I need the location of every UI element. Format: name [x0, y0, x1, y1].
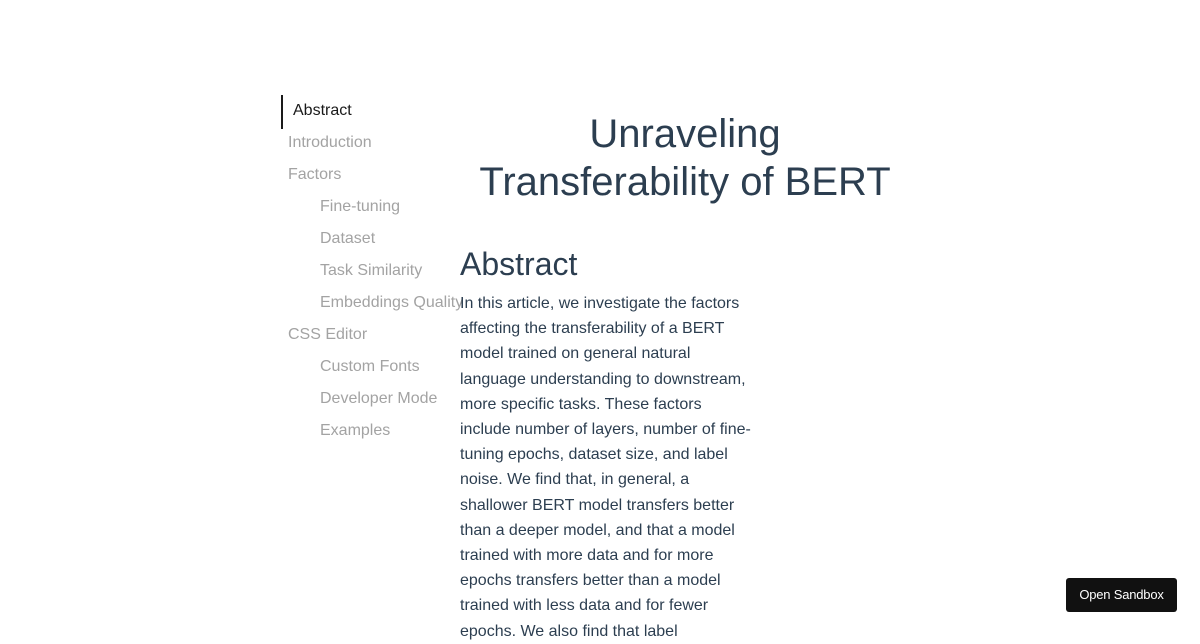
- toc-item-examples[interactable]: Examples: [320, 422, 391, 439]
- toc-item-abstract[interactable]: Abstract: [281, 95, 461, 127]
- table-of-contents: [281, 95, 464, 447]
- toc-item-custom-fonts[interactable]: Custom Fonts: [320, 358, 420, 375]
- open-sandbox-button[interactable]: Open Sandbox: [1066, 578, 1177, 612]
- toc-item-introduction[interactable]: Introduction: [288, 134, 372, 151]
- abstract-heading: Abstract: [460, 246, 578, 282]
- toc-item-dataset[interactable]: Dataset: [320, 230, 376, 247]
- toc-item-embeddings-quality[interactable]: Embeddings Quality: [320, 294, 464, 311]
- abstract-paragraph: In this article, we investigate the factors affecting the transferability of a BERT model trained on general natural language understanding to downstream, more specific tasks. These factors include number of layers, number of fine-tuning epochs, dataset size, and label noise. We find that, in general, a shallower BERT model transfers better than a deeper model, and that a model trained with more data and for more epochs transfers better than a model trained with less data and for fewer epochs. We also find that label: [460, 295, 751, 640]
- toc-item-css-editor[interactable]: CSS Editor: [288, 326, 368, 343]
- article-title: Unraveling Transferability of BERT: [479, 112, 891, 204]
- toc-item-developer-mode[interactable]: Developer Mode: [320, 390, 438, 407]
- toc-item-factors[interactable]: Factors: [288, 166, 342, 183]
- toc-item-fine-tuning[interactable]: Fine-tuning: [320, 198, 401, 215]
- toc-item-task-similarity[interactable]: Task Similarity: [320, 262, 423, 279]
